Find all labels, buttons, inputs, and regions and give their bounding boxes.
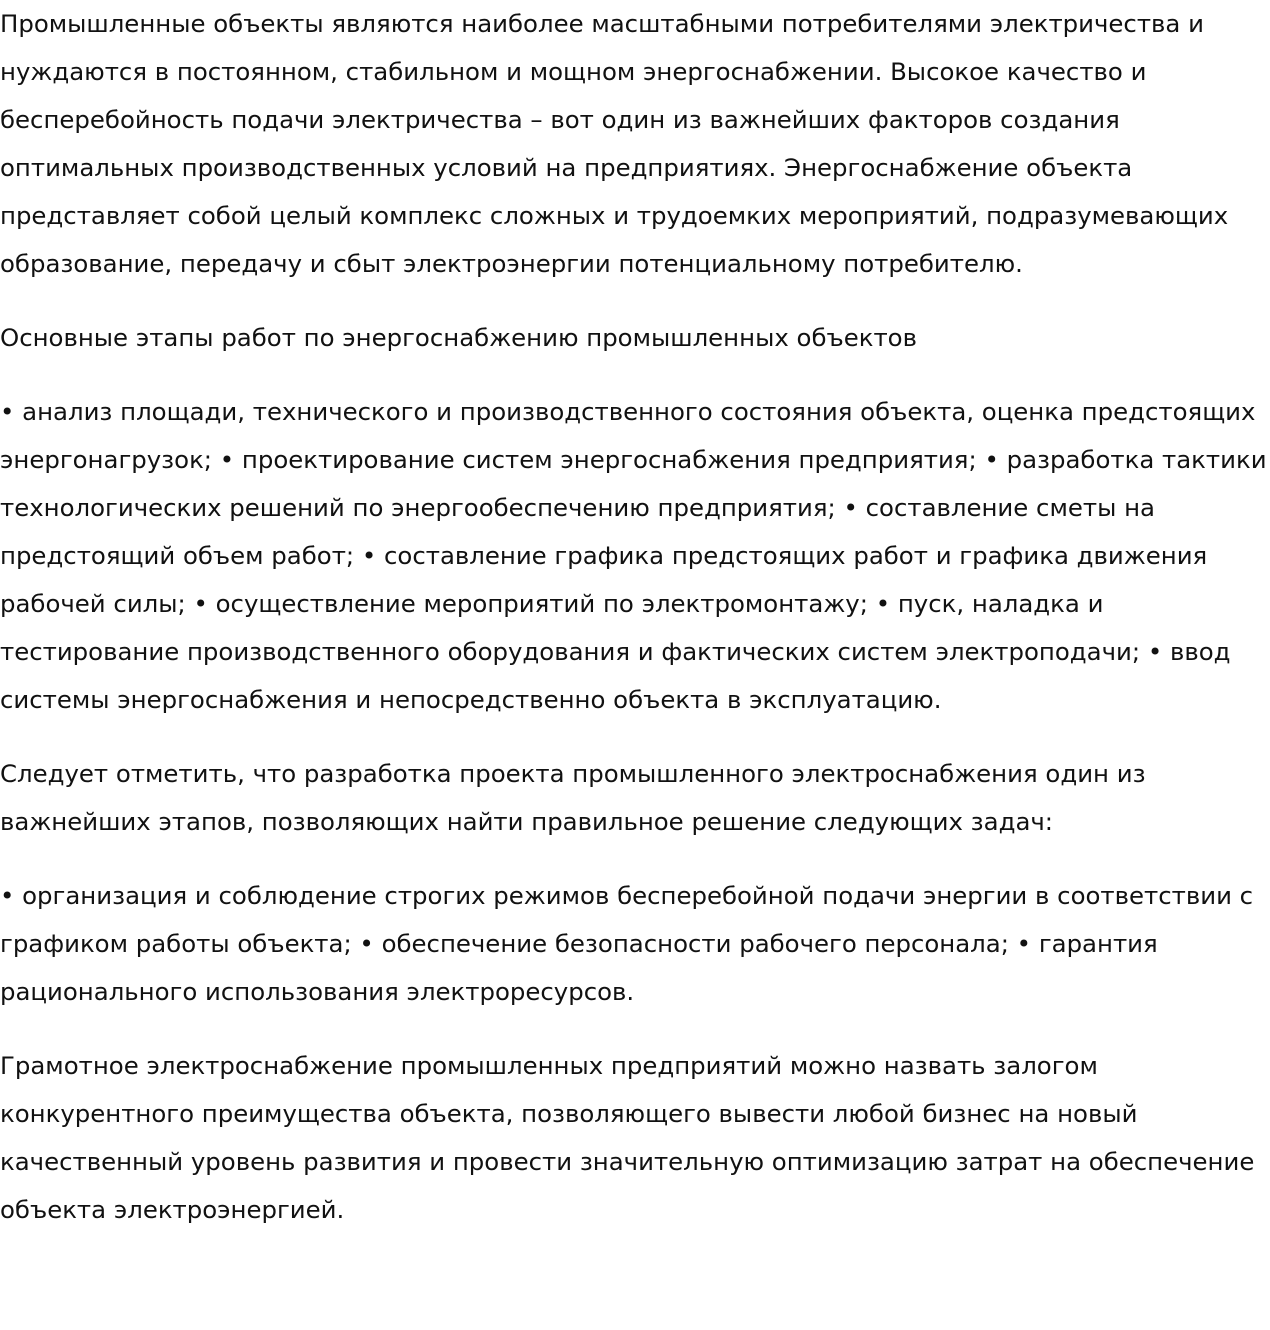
intro-paragraph: Промышленные объекты являются наиболее масштабными потребителями электричества и нуждаются в постоянном, стабильном и мощном энергоснабжении. Высокое качество и бесперебойность подачи электричества – вот один из важнейших факторов создания оптимальных производственных условий на предприятиях. Энергоснабжение объекта представляет собой целый комплекс сложных и трудоемких мероприятий, подразумевающих образование, передачу и сбыт электроэнергии потенциальному потребителю.: [0, 9, 1229, 278]
project-note-paragraph: Следует отметить, что разработка проекта промышленного электроснабжения один из важнейших этапов, позволяющих найти правильное решение следующих задач:: [0, 759, 1146, 836]
stages-list-paragraph: • анализ площади, технического и производственного состояния объекта, оценка предстоящих энергонагрузок; • проектирование систем энергоснабжения предприятия; • разработка тактики технологических решений по энергообеспечению предприятия; • составление сметы на предстоящий объем работ; • составление графика предстоящих работ и графика движения рабочей силы; • осуществление мероприятий по электромонтажу; • пуск, наладка и тестирование производственного оборудования и фактических систем электроподачи; • ввод системы энергоснабжения и непосредственно объекта в эксплуатацию.: [0, 397, 1267, 714]
tasks-list-paragraph: • организация и соблюдение строгих режимов бесперебойной подачи энергии в соответствии с графиком работы объекта; • обеспечение безопасности рабочего персонала; • гарантия рационального использования электроресурсов.: [0, 881, 1254, 1006]
stages-heading: Основные этапы работ по энергоснабжению промышленных объектов: [0, 323, 917, 352]
conclusion-paragraph: Грамотное электроснабжение промышленных предприятий можно назвать залогом конкурентного преимущества объекта, позволяющего вывести любой бизнес на новый качественный уровень развития и провести значительную оптимизацию затрат на обеспечение объекта электроэнергией.: [0, 1051, 1255, 1224]
